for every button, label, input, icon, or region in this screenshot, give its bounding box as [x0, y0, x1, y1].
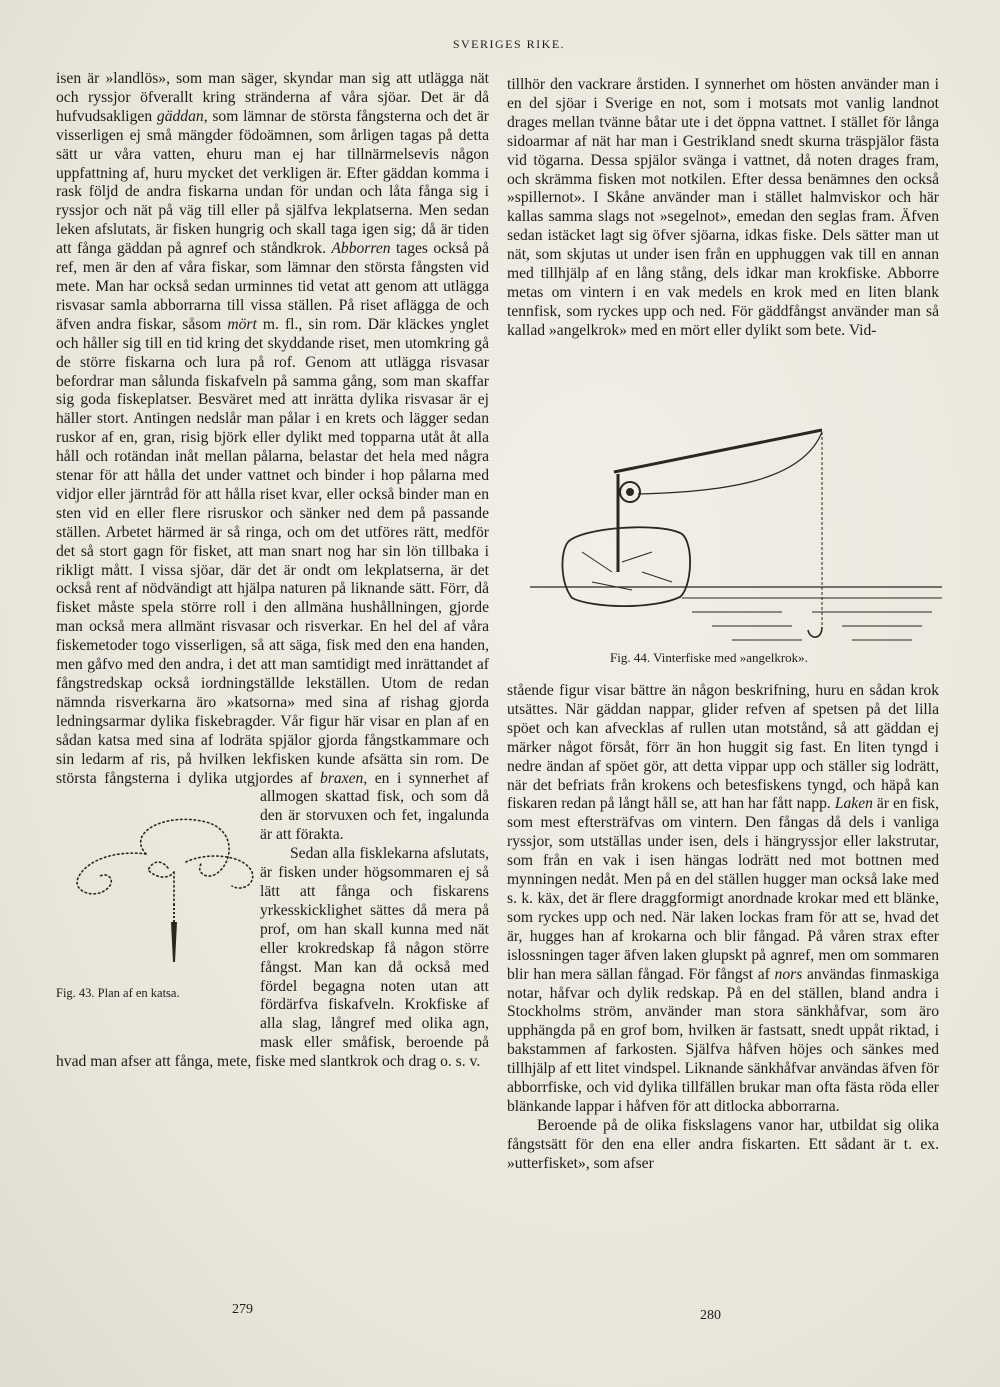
- text-run: är en fisk, som mest eftersträfvas om vintern. Den fångas då dels i vanliga ryssjor, som utställas under isen, dels i hängryssjor eller lakstrutar, som från en vak i isen hängas lodrätt ned mot bottnen med mynningen nedåt. Men på en del ställen hugger man också lake med s. k. käx, det är flere draggformigt anordnade krokar med ett blänke, som ryckes upp och ned. När laken lockas fram för att se, hvad det är, hugges han af krokarna och blir fångad. På våren strax efter islossningen tager äfven laken glupskt på agnref, men om sommaren blir han mera sällan fångad. För fångst af: [507, 795, 940, 983]
- text-run: isen är »landlös», som man säger, skyndar man sig att utlägga nät och ryssjor öfverallt kring stränderna af våra sjöar. Det är då hufvudsakligen: [56, 70, 489, 125]
- text-run: tages också på ref, men är den af våra fiskar, som lämnar den största fångsten vid mete. Man har också sedan urminnes tid vetat att genom att utlägga risvasar samla abborrarna till vissa ställen. På riset aflägga de och äfven andra fiskar, såsom: [56, 240, 489, 333]
- page-number-left: 279: [232, 1302, 253, 1317]
- figure-44-caption: Fig. 44. Vinterfiske med »angelkrok».: [610, 650, 808, 665]
- katsa-plan-drawing: [56, 792, 254, 982]
- hook: [808, 627, 822, 637]
- italic-term: nors: [774, 965, 803, 983]
- text-run: m. fl., sin rom. Där kläckes ynglet och håller sig till en tid kring det skyddande riset, men utomkring gå de större fiskarna och lura på rof. Genom att utlägga risvasar befordrar man sålunda fiskafveln på samma gång, som man skaffar sig goda fiskeplatser. Besväret med att inrätta dylika risvasar är ej häller stort. Antingen nedslår man pålar i en krets och lägger sedan ruskor af en, gran, risig björk eller dylikt med topparna utåt åt alla håll och rotändan inåt mellan pålarna, belastar det hela med några stenar för att hålla det under vattnet och binder i hop pålarna med vidjor eller järntråd för att hålla riset kvar, eller också binder man en sten vid en eller flere risruskor och sänker ned dem på passande ställen. Arbetet härmed är så ringa, och om det utföres rätt, medför det så stort gagn för fisket, att man snart nog har sin lön tillbaka i rikligt mått. I vissa sjöar, där det är ondt om lekplatserna, är det också rent af nödvändigt att hjälpa naturen på liknande sätt. Förr, då fisket måste spela större roll i den allmäna hushållningen, gjorde man också mera allmänt risvasar och risverkar. En hel del af våra fiskemetoder togo visserligen, så att säga, fisk med den ena handen, men gåfvo med den andra, i det att man samtidigt med inrättandet af fångstredskap också iordningställde lekställen. Utom de redan nämnda risverkarna äro »katsorna» med sina af rishag gjorda ledningsarmar dylika fiskebragder. Vår figur här visar en plan af en sådan katsa med sina af lodräta spjälor gjorda fångstkammare och sin ledarm af ris, på hvilken lekfisken kunde afsätta sin rom. De största fångsterna i dylika utgjordes af: [56, 315, 489, 787]
- right-paragraph-1: tillhör den vackrare årstiden. I synnerhet om hösten använder man i en del sjöar i Sverige en not, som i motsats mot vanlig landnot drages mellan tvänne båtar ute i det öppna vattnet. I stället för långa sidoarmar af nät har man i Gestrikland snedt skurna träspjälor fästa vid tögarna. Dessa spjälor svänga i vattnet, då noten drages fram, och skrämma fisken mot notkilen. Efter dessa benämnes den också »spillernot». I Skåne använder man i stället halmviskor och här kallas samma slags not »segelnot», emedan den seglas fram. Äfven sedan istäcket lagt sig öfver sjöarna, idkas fiske. Dels sätter man ut nät, som skjutas ut under isen från en upphuggen vak till en annan med tillhjälp af en lång stång, dels idkar man krokfiske. Abborre metas om vintern i en vak medels en krok med en liten blank tennfisk, som ryckes upp och ned. För gäddfångst använder man så kallad »angelkrok» med en mört eller dylikt som bete. Vid-: [507, 76, 939, 339]
- page-number-right: 280: [700, 1308, 721, 1323]
- right-paragraph-2: [507, 682, 939, 1117]
- figure-43-katsa-plan: [56, 792, 254, 1034]
- right-column-top: [507, 76, 939, 341]
- left-paragraph-2: Sedan alla fisklekarna afslutats, är fisken under högsommaren ej så lätt att fånga och fiskarens yrkesskicklighet sättes då mera på prof, om han skall kunna med nät eller krokredskap få någon större fångst. Man kan då också med fördel begagna noten utan att fördärfva fiskafveln. Krokfiske af alla slag, långref med olika agn, mask eller småfisk, beroende på hvad man afser att fånga, mete, fiske med slantkrok och drag o. s. v.: [56, 845, 489, 1071]
- right-column-bottom: [507, 682, 939, 1174]
- text-run-with-figure: [56, 316, 489, 787]
- figure-43-caption: Fig. 43. Plan af en katsa.: [56, 986, 180, 1001]
- text-run: användas finmaskiga notar, håfvar och dylik redskap. På en del ställen, bland andra i Stockholms ström, använder man stora sänkhåfvar, som äro upphängda på en grof bom, hvilken är fastsatt, snedt uppåt riktad, i bakstammen af farkosten. Själfva håfven höjes och sänkes med tillhjälp af ett litet vindspel. Liknande sänkhåfvar användas äfven för abborrfiske, och vid dylika tillfällen brukar man ofta fästa röda eller blänkande lappar i håfven för att ditlocka abborrarna.: [507, 965, 939, 1115]
- italic-term: Abborren: [331, 240, 391, 258]
- figure-44-angelkrok: [522, 422, 942, 682]
- left-column: [56, 70, 489, 1072]
- ledarm-shape: [171, 922, 177, 962]
- text-run: , som lämnar de största fångsterna och det är visserligen ej små mängder födoämnen, som årligen tagas på detta sätt ur våra vatten, ehuru man ej har tillnärmelsevis någon uppfattning af, huru mycket det verkligen är. Efter gäddan komma i rask följd de andra fiskarna undan för undan och låta fånga sig i ryssjor och nät på väg till eller på själfva lekplatserna. Men sedan leken afslutats, är fisken hungrig och skall taga igen sig; då är tiden att fånga gäddan på agnref och ståndkrok.: [56, 107, 489, 258]
- stone: [562, 527, 690, 606]
- text-run: , en i synnerhet af allmogen skattad fisk, och som då den är storvuxen och fet, ingalunda är att förakta.: [260, 769, 489, 844]
- italic-term: gäddan: [156, 107, 204, 125]
- italic-term: braxen: [320, 769, 364, 787]
- right-paragraph-3: Beroende på de olika fiskslagens vanor har, utbildat sig olika fångstsätt för den ena eller andra fiskarten. Ett sådant är t. ex. »utterfisket», som afser: [507, 1116, 939, 1172]
- italic-term: Laken: [834, 795, 873, 813]
- text-run: stående figur visar bättre än någon beskrifning, huru en sådan krok utsättes. När gäddan nappar, glider refven af spetsen på det lilla spöet och kan afvecklas af rullen utan motstånd, så att gäddan ej märker något försåt, förr än hon huggit sig fast. En liten tyngd i nedre ändan af spöet gör, att detta vippar upp och ställer sig lodrätt, när det befriats från krokens och betesfiskens tyngd, och häpå kan fiskaren redan på långt håll se, att han har fått napp.: [507, 682, 939, 813]
- running-head: SVERIGES RIKE.: [452, 37, 566, 51]
- angelkrok-drawing: [522, 422, 942, 647]
- italic-term: mört: [227, 315, 257, 333]
